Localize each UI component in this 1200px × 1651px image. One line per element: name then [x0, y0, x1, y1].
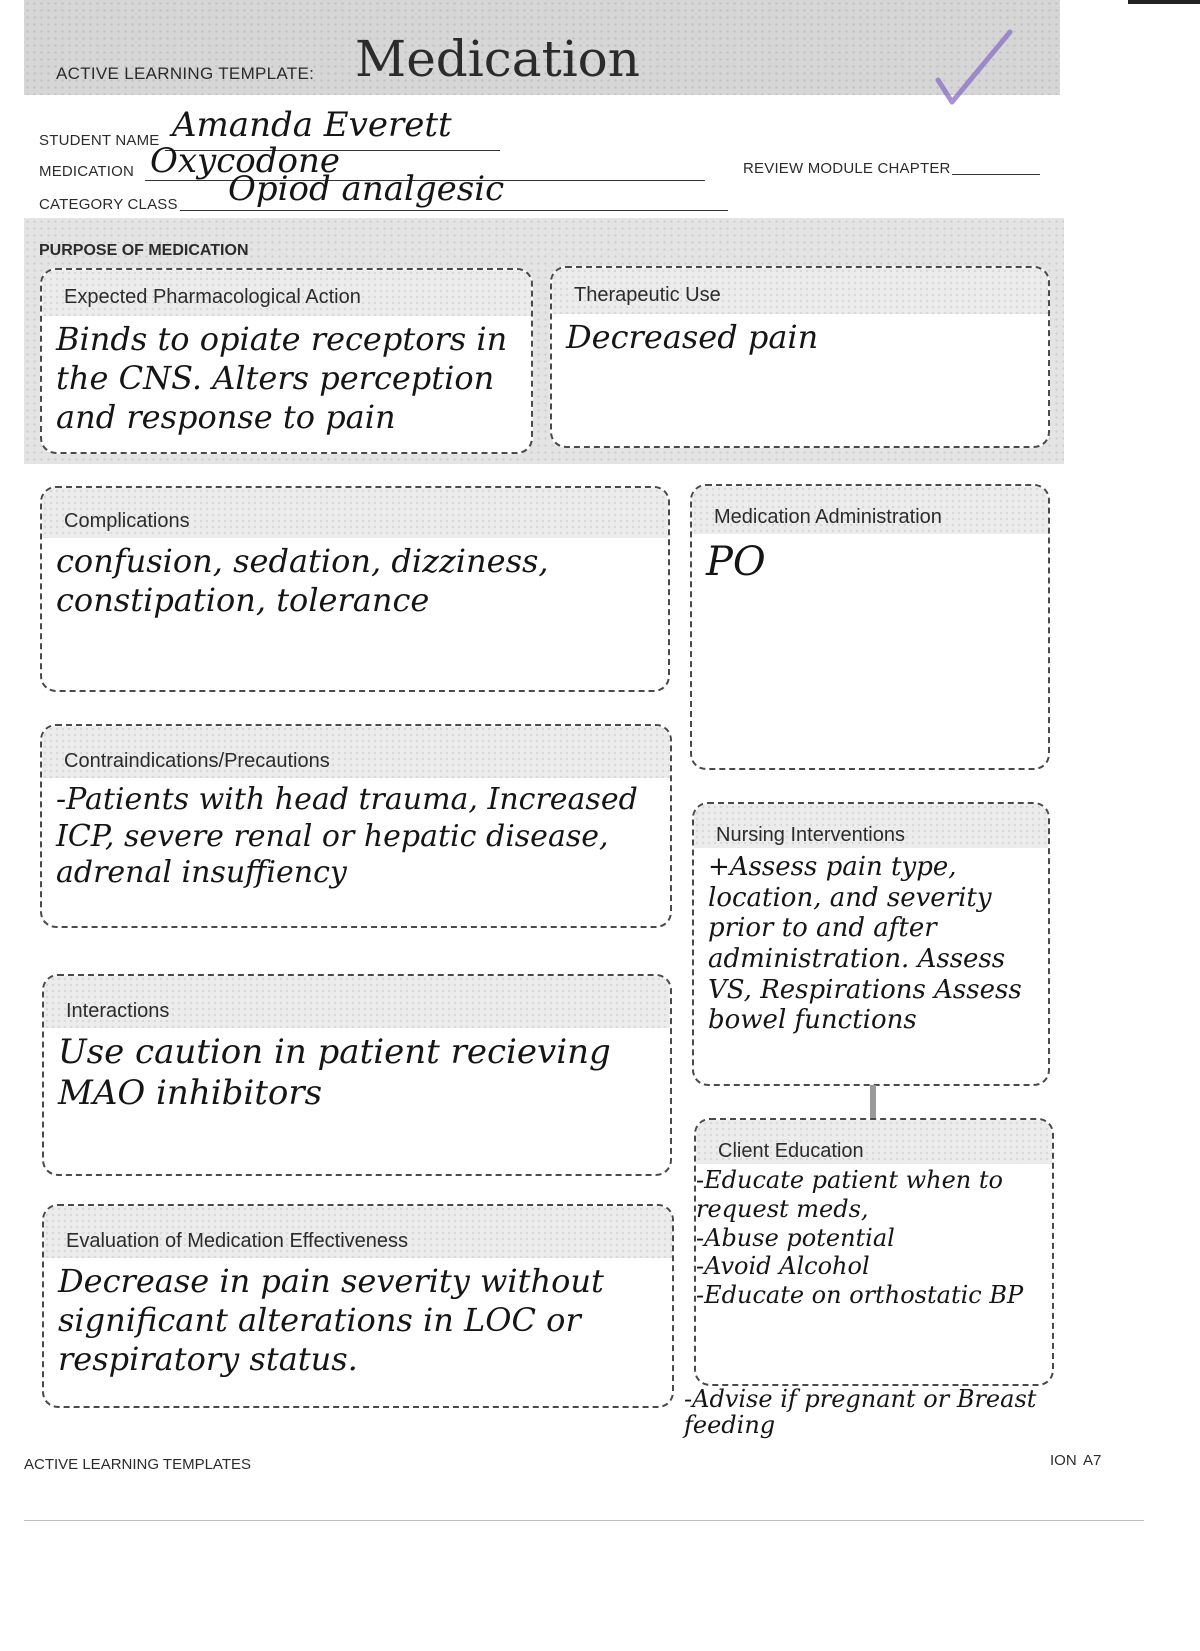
- scan-corner-mark: [1128, 0, 1200, 4]
- footer-rule: [24, 1520, 1144, 1521]
- box-connector: [870, 1085, 876, 1119]
- evaluation-title: Evaluation of Medication Effectiveness: [44, 1206, 672, 1258]
- interactions-text: Use caution in patient recieving MAO inhibitors: [58, 1032, 611, 1114]
- category-class-label: CATEGORY CLASS: [39, 196, 178, 213]
- administration-title: Medication Administration: [692, 486, 1048, 534]
- nursing-interventions-text: +Assess pain type, location, and severity prior to and after administration. Assess VS, Respirations Assess bowel functions: [708, 852, 1022, 1036]
- expected-action-text: Binds to opiate receptors in the CNS. Alters perception and response to pain: [56, 320, 508, 437]
- client-education-list: [696, 1164, 1052, 1310]
- administration-text: PO: [706, 539, 766, 585]
- review-module-line: [952, 174, 1040, 175]
- checkmark-icon: [930, 20, 1020, 110]
- medication-value: Oxycodone: [150, 141, 341, 181]
- evaluation-box: [42, 1204, 674, 1408]
- therapeutic-use-text: Decreased pain: [566, 318, 819, 356]
- purpose-label: PURPOSE OF MEDICATION: [39, 242, 249, 259]
- review-module-label: REVIEW MODULE CHAPTER: [743, 160, 951, 177]
- client-education-item: -Educate patient when to request meds,: [696, 1166, 1003, 1223]
- contraindications-box: [40, 724, 672, 928]
- complications-title: Complications: [42, 488, 668, 538]
- student-name-label: STUDENT NAME: [39, 132, 160, 149]
- nursing-interventions-title: Nursing Interventions: [694, 804, 1048, 848]
- contraindications-title: Contraindications/Precautions: [42, 726, 670, 778]
- category-class-line: [180, 210, 728, 211]
- client-education-overflow-item: -Advise if pregnant or Breast feeding: [684, 1385, 1037, 1440]
- footer-right: ION: [1050, 1452, 1077, 1469]
- template-title: Medication: [355, 30, 640, 88]
- client-education-item: -Abuse potential: [696, 1223, 895, 1252]
- student-name-value: Amanda Everett: [172, 105, 452, 145]
- administration-box: [690, 484, 1050, 770]
- complications-text: confusion, sedation, dizziness, constipation, tolerance: [56, 542, 549, 620]
- evaluation-text: Decrease in pain severity without significant alterations in LOC or respiratory status.: [58, 1262, 604, 1379]
- expected-action-title: Expected Pharmacological Action: [42, 270, 531, 316]
- expected-action-box: [40, 268, 533, 454]
- therapeutic-use-title: Therapeutic Use: [552, 268, 1048, 314]
- interactions-title: Interactions: [44, 976, 670, 1028]
- complications-box: [40, 486, 670, 692]
- footer-left: ACTIVE LEARNING TEMPLATES: [24, 1456, 251, 1473]
- contraindications-text: -Patients with head trauma, Increased ICP, severe renal or hepatic disease, adrenal insuffiency: [56, 782, 638, 891]
- client-education-item: -Avoid Alcohol: [696, 1252, 870, 1281]
- nursing-interventions-box: [692, 802, 1050, 1086]
- interactions-box: [42, 974, 672, 1176]
- therapeutic-use-box: [550, 266, 1050, 448]
- page-number: A7: [1083, 1452, 1102, 1469]
- template-label: ACTIVE LEARNING TEMPLATE:: [56, 64, 315, 83]
- client-education-item: -Educate on orthostatic BP: [696, 1281, 1024, 1310]
- client-education-title: Client Education: [696, 1120, 1052, 1164]
- medication-label: MEDICATION: [39, 163, 135, 180]
- client-education-box: [694, 1118, 1054, 1386]
- category-class-value: Opiod analgesic: [228, 169, 505, 209]
